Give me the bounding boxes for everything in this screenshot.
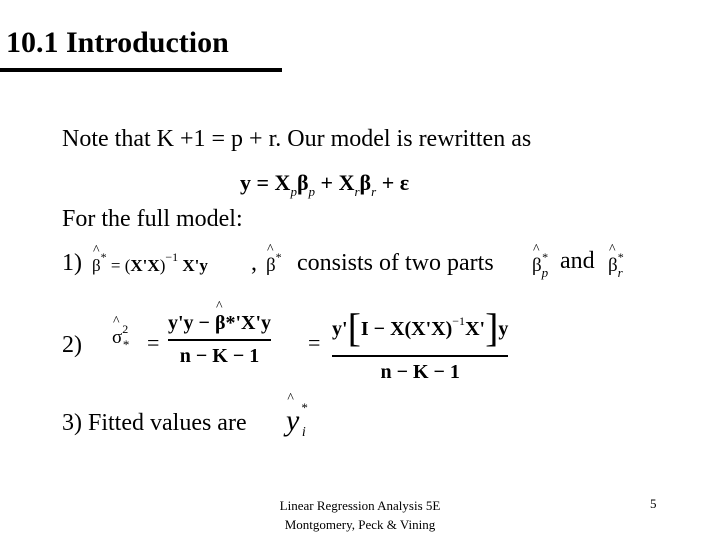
variance-fraction-2 <box>332 304 508 384</box>
item-2-number: 2) <box>62 332 82 358</box>
model-equation: $y = X_p\beta_p + X_r\beta_r + \varepsilon$ <box>240 170 410 199</box>
item-1-number: 1) <box>62 250 82 276</box>
page-title: 10.1 Introduction <box>6 26 229 59</box>
fraction-1-denominator: n − K − 1 <box>179 345 260 367</box>
sigma-hat-symbol: ^ $\sigma^2_*$ <box>112 322 129 353</box>
intro-line: Note that K +1 = p + r. Our model is rewritten as <box>62 126 532 152</box>
fitted-value-symbol: ^ y *$_i$ <box>286 400 306 441</box>
full-model-label: For the full model: <box>62 206 243 232</box>
variance-fraction-1 <box>168 312 271 368</box>
beta-hat-p-symbol: ^ $\beta_p^*$ <box>532 250 548 281</box>
beta-hat-star-equation: ^ $\beta^* = (X'X)^{-1}$ X'y <box>92 250 208 276</box>
fraction-2-bar <box>332 355 508 357</box>
item-1-comma: , <box>251 250 257 276</box>
fraction-2-denominator: n − K − 1 <box>380 361 460 383</box>
page-number: 5 <box>650 496 657 511</box>
beta-hat-r-symbol: ^ $\beta_r^*$ <box>608 250 624 281</box>
fraction-1-bar <box>168 339 271 341</box>
equals-sign-1: = <box>147 330 160 355</box>
fraction-1-numerator: y'y − ^ β*'X'y <box>168 312 271 335</box>
fraction-2-numerator: $y'[I - X(X'X)^{-1}X']y$ <box>332 305 509 350</box>
equals-sign-2: = <box>308 330 321 355</box>
beta-hat-star-symbol: ^ β* <box>266 250 282 277</box>
item-1-text: consists of two parts <box>297 250 494 276</box>
footer-text: Linear Regression Analysis 5E Montgomery, Peck & Vining <box>279 498 441 532</box>
item-1-and: and <box>560 248 595 274</box>
title-underline <box>0 68 282 72</box>
item-3-text: 3) Fitted values are <box>62 410 247 436</box>
